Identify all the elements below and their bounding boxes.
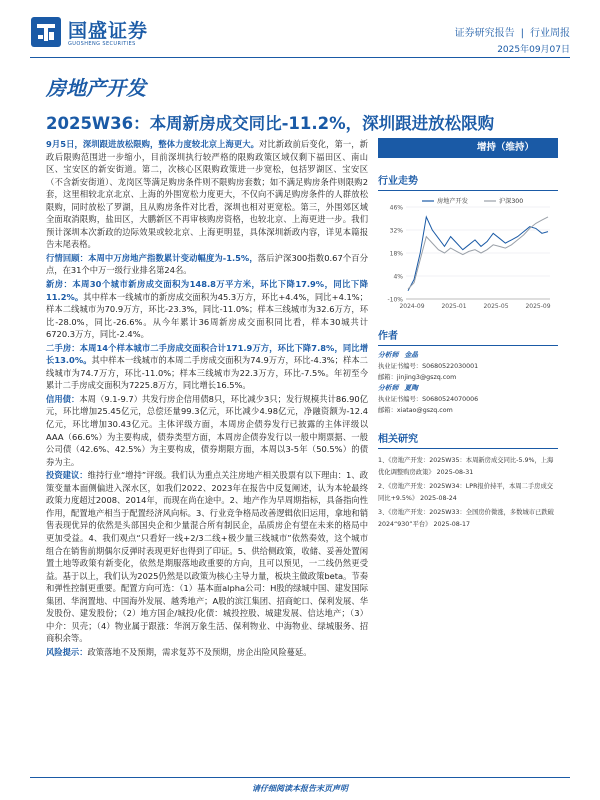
author-list [378, 350, 558, 416]
author-role: 分析师 [378, 384, 399, 392]
industry-trend-chart [378, 195, 558, 313]
company-logo [30, 16, 180, 50]
series-line-real-estate [408, 217, 548, 291]
author-entry [378, 383, 558, 394]
legend-label: 沪深300 [499, 198, 524, 205]
related-research-item[interactable]: 2、《房地产开发：2025W34：LPR报价持平，本周二手房成交同比+9.5%》 2025-08-24 [378, 483, 554, 502]
paragraph-lead: 二手房：本周14个样本城市二手房成交面积合计171.9万方，环比下降7.8%，同比增长13.0%。 [46, 342, 368, 366]
related-research-list [378, 455, 558, 531]
y-tick-label: 4% [393, 273, 403, 281]
header-divider [30, 57, 570, 58]
paragraph-second-hand [46, 342, 368, 392]
paragraph-text: 政策落地不及预期，需求复苏不及预期，房企出险风险蔓延。 [87, 646, 312, 657]
paragraph-text: 本周（9.1-9.7）共发行房企信用债8只，环比减少3只；发行规模共计86.90亿元，环比增加25.45亿元，总偿还量99.3亿元，环比减少4.98亿元，净融资额为-12.4亿元，环比增加30.43亿元。主体评级方面，本周房企债券发行已披露的主体评级以AAA（66.6%）为主要构成，债券类型方面，本周房企债券发行以一般中期票据、一般公司债（42.6%、42.5%）为主要构成，债券期限方面，本周以3-5年（50.5%）的债券为主。 [46, 393, 368, 467]
footer-disclaimer: 请仔细阅读本报告末页声明 [252, 784, 348, 793]
x-tick-label: 2025-05 [483, 303, 509, 310]
paragraph-investment-advice [46, 469, 368, 645]
y-tick-label: 46% [389, 204, 403, 212]
y-tick-label: -10% [387, 296, 403, 304]
paragraph-lead: 信用债： [46, 393, 80, 404]
authors-section-title: 作者 [378, 327, 558, 346]
sidebar [378, 138, 558, 533]
paragraph-credit-bonds [46, 393, 368, 468]
y-tick-label: 18% [389, 250, 403, 258]
related-research-item[interactable]: 3、《房地产开发：2025W33：全国房价微涨，多数城市已跌破2024“930”平台》 2025-08-17 [378, 509, 554, 528]
author-cert: 执业证书编号：S0680522030001 [378, 363, 479, 370]
industry-name: 房地产开发 [46, 76, 146, 100]
report-subtype-label: 行业周报 [530, 28, 570, 39]
chart-section-title: 行业走势 [378, 172, 558, 191]
report-title: 2025W36：本周新房成交同比-11.2%，深圳跟进放松限购 [46, 114, 495, 133]
trend-chart-svg [378, 195, 558, 313]
report-type-label: 证券研究报告 [454, 28, 515, 39]
report-date: 2025年09月07日 [497, 45, 570, 55]
paragraph-lead: 9月5日，深圳跟进放松限购，整体力度较北京上海更大。 [46, 139, 260, 149]
paragraph-lead: 风险提示： [46, 646, 88, 657]
paragraph-new-homes [46, 278, 368, 341]
logo-mark-icon [30, 16, 62, 48]
paragraph-text: 维持行业“增持”评级。我们认为重点关注房地产相关股票有以下理由：1、政策变量本面侧偏进入深水区，如我们2022、2023年在报告中反复阐述，认为本轮最终政策力度超过2008、2014年，而现在尚在途中。2、地产作为早周期指标，具备指向性作用，配置地产相当于配置经济风向标。3、行业竞争格局改善逻辑依旧运用，拿地和销售表现优异的依然是头部国央企和少量混合所有制民企，品质房企有望在未来的格局中更加受益。4、我们观点“只看好一线+2/3二线+极少量三线城市”依然奏效，这个城市组合在销售前期偶尔反弹时表现更好也得到了印证。5、供给侧政策，收储、妥善处置闲置土地等政策有新变化，依然是期服落地政重要的方向，且可以预见，一二线仍然更受益。基于以上，我们认为2025仍然是以政策为核心主导力量，板块主做政策beta。节奏和弹性控制更重要。配置方向可选：（1）基本面alpha公司：H股的绿城中国、建发国际集团、华润置地、中国海外发展、越秀地产；A股的滨江集团、招商蛇口、保利发展、华发股份、建发股份；（2）地方国企/城投/化债：城投控股、城建发展、信达地产；（3）中介：贝壳；（4）物业属于跟涨：华润万象生活、保利物业、中海物业、绿城服务、招商积余等。 [46, 470, 368, 644]
paragraph-text: 对比新政前后变化，第一，新政后限购范围进一步缩小，目前深圳执行较严格的限购政策区域仅剩下福田区、南山区、宝安区的新安街道。第二，次核心区限购政策进一步宽松，包括罗湖区、宝安区（不含新安街道）、龙岗区等满足购房条件则不限购房套数；如不满足购房条件则限购2套，这里相较北京北京、上海的外围宽松力度更大，不仅向不满足购房条件的人群放松限购，同时放松了罗湖，且从购房条件对比看，深圳也相对更宽松。第三，外围郊区域全面取消限购，盐田区，大鹏新区不再审核购房资格，也较北京、上海更进一步。我们预计深圳本次新政的边际效果或较北京、上海更明显，具体深圳新政内容，详见本篇报告末尾表格。 [46, 139, 368, 250]
paragraph-text: 其中样本一线城市的新房成交面积为45.3万方，环比+4.4%，同比+4.1%；样本二线城市为70.9万方，环比-23.3%，同比-11.0%；样本三线城市为32.6万方，环比-28.0%，同比-26.6%。从今年累计36周新房成交面积同比看，样本30城共计6720.3万方，同比-2.4%。 [46, 291, 368, 340]
legend-label: 房地产开发 [437, 198, 468, 205]
rating-badge: 增持（维持） [378, 138, 558, 158]
paragraph-risk [46, 646, 368, 659]
author-name: 夏陶 [404, 384, 418, 392]
x-tick-label: 2025-09 [525, 303, 551, 310]
author-cert: 执业证书编号：S0680524070006 [378, 396, 479, 403]
paragraph-lead: 投资建议： [46, 470, 88, 481]
x-tick-label: 2024-09 [399, 303, 425, 310]
paragraph-market-review [46, 252, 368, 277]
author-role: 分析师 [378, 351, 399, 359]
paragraph-policy [46, 138, 368, 251]
related-research-item[interactable]: 1、《房地产开发：2025W35：本周新房成交同比-5.9%，上海优化调整购房政策》 2025-08-31 [378, 457, 554, 476]
y-tick-label: 32% [389, 227, 403, 235]
logo-text: 国盛证券 [68, 20, 149, 42]
paragraph-text: 落后沪深300指数0.67个百分点，在31个中万一级行业排名第24名。 [46, 252, 368, 276]
author-name: 金晶 [404, 351, 418, 359]
author-email[interactable]: 邮箱：xiatao@gszq.com [378, 407, 453, 414]
author-entry [378, 350, 558, 361]
paragraph-text: 其中样本一线城市的本周二手房成交面积为74.9万方，环比-4.3%；样本二线城市为74.7万方，环比-11.0%；样本三线城市为22.3万方，环比-7.5%。年初至今累计二手房成交面积为7225.8万方，同比增长16.5%。 [46, 355, 368, 391]
paragraph-lead: 新房：本周30个城市新房成交面积为148.8万平方米，环比下降17.9%，同比下降11.2%。 [46, 279, 368, 302]
paragraph-lead: 行情回顾：本周中万房地产指数累计变动幅度为-1.5%， [46, 252, 258, 263]
related-section-title: 相关研究 [378, 430, 558, 449]
x-tick-label: 2025-01 [441, 303, 467, 310]
footer-divider [30, 777, 570, 778]
report-type: 证券研究报告 | 行业周报 [454, 28, 570, 39]
report-body [46, 138, 368, 659]
logo-text-en: GUOSHENG SECURITIES [68, 41, 136, 47]
report-header [0, 0, 600, 62]
author-email[interactable]: 邮箱：jinjing3@gszq.com [378, 374, 457, 381]
